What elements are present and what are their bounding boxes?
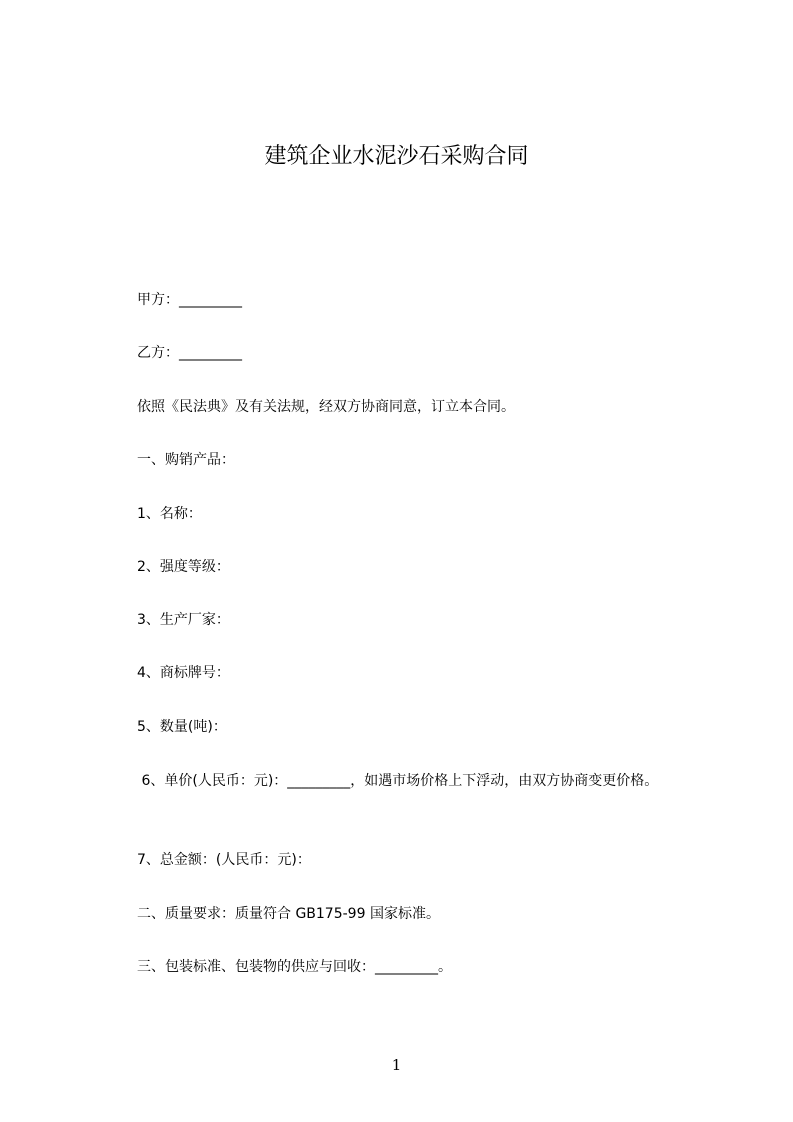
section-3-packaging: 三、包装标准、包装物的供应与回收：_________。 — [137, 959, 452, 975]
section-2-quality: 二、质量要求：质量符合 GB175-99 国家标准。 — [137, 906, 440, 922]
intro-paragraph: 依照《民法典》及有关法规，经双方协商同意，订立本合同。 — [137, 399, 515, 415]
item-name: 1、名称： — [137, 506, 202, 522]
party-b-line: 乙方：_________ — [137, 345, 242, 361]
item-total-amount: 7、总金额：(人民币：元)： — [137, 852, 311, 868]
item-unit-price: 6、单价(人民币：元)：_________，如遇市场价格上下浮动，由双方协商变更价格。 — [137, 773, 659, 789]
item-manufacturer: 3、生产厂家： — [137, 612, 230, 628]
party-a-line: 甲方：_________ — [137, 292, 242, 308]
item-trademark: 4、商标牌号： — [137, 665, 230, 681]
section-1-heading: 一、购销产品： — [137, 452, 235, 468]
page-number: 1 — [391, 1056, 402, 1074]
item-quantity: 5、数量(吨)： — [137, 719, 227, 735]
item-strength-grade: 2、强度等级： — [137, 559, 230, 575]
document-title: 建筑企业水泥沙石采购合同 — [264, 144, 529, 169]
